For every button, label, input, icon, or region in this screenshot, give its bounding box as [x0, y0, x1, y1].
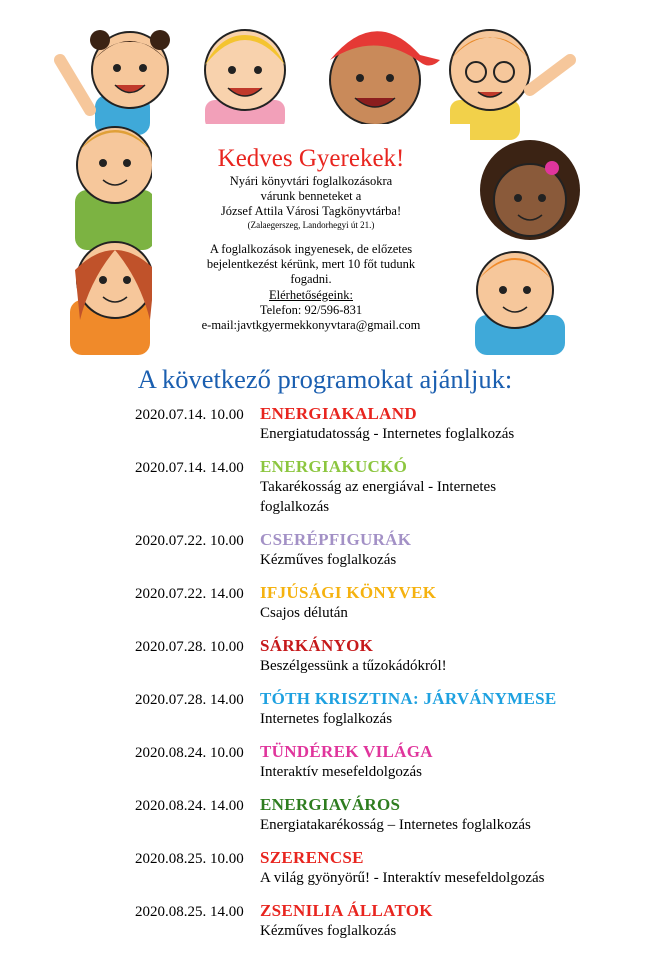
program-item — [135, 848, 615, 888]
program-description: Energiatudatosság - Internetes foglalkozás — [260, 426, 515, 442]
program-item — [135, 795, 615, 835]
program-item — [135, 457, 615, 517]
program-item — [135, 404, 615, 444]
program-title: SÁRKÁNYOK — [260, 636, 374, 655]
program-description: Csajos délután — [260, 605, 348, 621]
program-item — [135, 636, 615, 676]
program-title: ENERGIAVÁROS — [260, 795, 401, 814]
greeting: Kedves Gyerekek! — [217, 145, 405, 172]
program-item — [135, 583, 615, 623]
program-title: CSERÉPFIGURÁK — [260, 530, 412, 549]
programs-heading: A következő programokat ajánljuk: — [137, 364, 513, 394]
program-title: ENERGIAKALAND — [260, 404, 417, 423]
program-item — [135, 742, 615, 782]
program-description: Internetes foglalkozás — [260, 711, 393, 727]
phone: Telefon: 92/596-831 — [259, 303, 363, 317]
program-date: 2020.08.24. 14.00 — [135, 798, 244, 814]
program-description: Beszélgessünk a tűzokádókról! — [260, 658, 447, 674]
contact-title: Elérhetőségeink: — [269, 288, 353, 302]
program-title: TÜNDÉREK VILÁGA — [260, 742, 433, 761]
info-line-1: A foglalkozások ingyenesek, de előzetes — [209, 242, 413, 256]
program-date: 2020.07.14. 10.00 — [135, 407, 244, 423]
program-list — [135, 404, 615, 954]
info-line-3: fogadni. — [290, 272, 332, 286]
email: e-mail:javtkgyermekkonyvtara@gmail.com — [201, 318, 421, 332]
program-date: 2020.07.22. 10.00 — [135, 533, 244, 549]
program-description: Takarékosság az energiával - Internetes foglalkozás — [260, 479, 497, 515]
program-title: ZSENILIA ÁLLATOK — [260, 901, 433, 920]
kid-boy-cap-icon — [330, 31, 440, 125]
kid-girl-pigtails-icon — [60, 30, 170, 135]
program-item — [135, 530, 615, 570]
program-title: ENERGIAKUCKÓ — [260, 457, 408, 476]
program-date: 2020.08.25. 10.00 — [135, 851, 244, 867]
invite-line-3: József Attila Városi Tagkönyvtárba! — [220, 204, 402, 218]
info-line-2: bejelentkezést kérünk, mert 10 főt tudunk — [206, 257, 416, 271]
header-illustration — [0, 0, 650, 360]
welcome-notice — [152, 124, 470, 352]
program-description: Kézműves foglalkozás — [260, 552, 397, 568]
kid-boy-green-icon — [75, 127, 155, 250]
program-item — [135, 901, 615, 941]
kid-boy-orange-icon — [475, 252, 565, 355]
program-description: A világ gyönyörű! - Interaktív mesefeldolgozás — [260, 870, 545, 886]
program-date: 2020.07.28. 14.00 — [135, 692, 244, 708]
program-date: 2020.07.22. 14.00 — [135, 586, 244, 602]
invite-line-2: várunk benneteket a — [260, 189, 362, 203]
kid-girl-red-hair-icon — [70, 242, 155, 355]
program-title: SZERENCSE — [260, 848, 364, 867]
program-item — [135, 689, 615, 729]
kid-girl-blonde-icon — [205, 30, 285, 130]
program-date: 2020.08.24. 10.00 — [135, 745, 244, 761]
program-date: 2020.08.25. 14.00 — [135, 904, 244, 920]
address: (Zalaegerszeg, Landorhegyi út 21.) — [247, 220, 375, 230]
program-date: 2020.07.14. 14.00 — [135, 460, 244, 476]
program-date: 2020.07.28. 10.00 — [135, 639, 244, 655]
invite-line-1: Nyári könyvtári foglalkozásokra — [229, 174, 393, 188]
program-title: IFJÚSÁGI KÖNYVEK — [260, 583, 437, 602]
program-title: TÓTH KRISZTINA: JÁRVÁNYMESE — [260, 689, 557, 708]
program-description: Kézműves foglalkozás — [260, 923, 397, 939]
program-description: Interaktív mesefeldolgozás — [260, 764, 423, 780]
kid-girl-curly-icon — [480, 140, 580, 240]
program-description: Energiatakarékosság – Internetes foglalkozás — [260, 817, 531, 833]
